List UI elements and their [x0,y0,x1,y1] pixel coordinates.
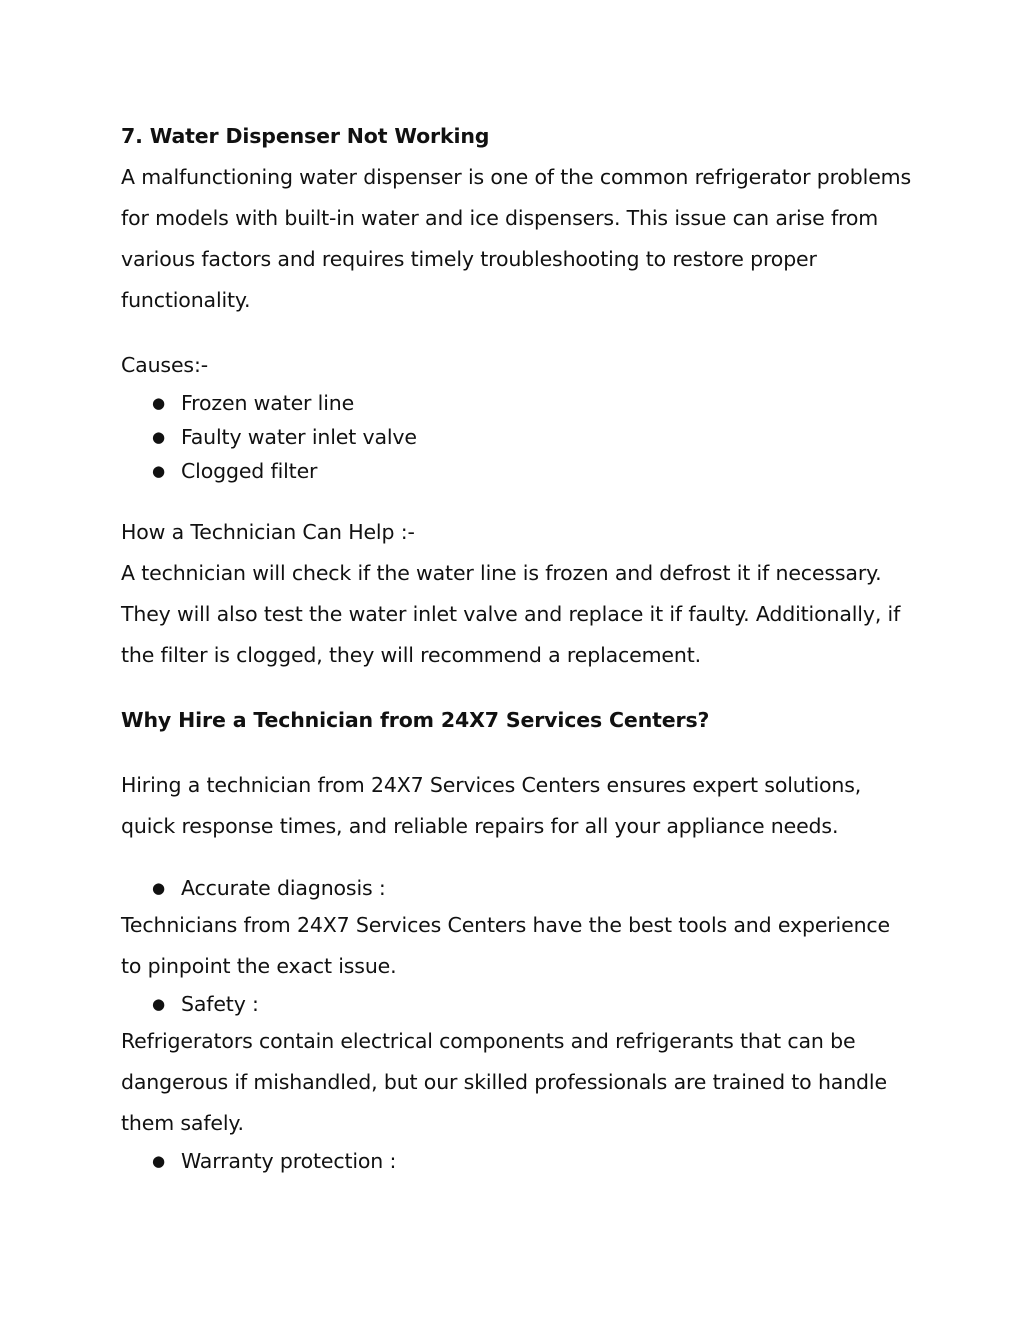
section-intro-paragraph: A malfunctioning water dispenser is one of the common refrigerator problems for models with built-in water and ice dispensers. This issue can arise from various factors and requires timely troubleshooting to restore proper functionality. [121,165,912,312]
benefit-description: Technicians from 24X7 Services Centers have the best tools and experience to pinpoint the exact issue. [121,913,890,978]
list-item: ● Clogged filter [121,454,911,488]
bullet-icon: ● [152,428,165,446]
section-heading-water-dispenser: 7. Water Dispenser Not Working [121,124,490,148]
why-hire-heading: Why Hire a Technician from 24X7 Services Centers? [121,708,710,732]
bullet-icon: ● [152,1152,165,1170]
benefit-list-1 [121,871,911,905]
benefit-list-3 [121,1144,911,1178]
help-label: How a Technician Can Help :- [121,520,415,544]
why-hire-intro-paragraph: Hiring a technician from 24X7 Services Centers ensures expert solutions, quick response times, and reliable repairs for all your appliance needs. [121,773,862,838]
bullet-icon: ● [152,394,165,412]
benefit-list-2 [121,987,911,1021]
causes-label: Causes:- [121,353,208,377]
document-body [121,117,911,1178]
bullet-icon: ● [152,879,165,897]
list-item: ● Safety : [121,987,911,1021]
causes-list [121,386,911,488]
list-item: ● Accurate diagnosis : [121,871,911,905]
help-paragraph: A technician will check if the water line is frozen and defrost it if necessary. They will also test the water inlet valve and replace it if faulty. Additionally, if the filter is clogged, they will recommend a replacement. [121,561,901,667]
list-item: ● Faulty water inlet valve [121,420,911,454]
benefit-description: Refrigerators contain electrical components and refrigerants that can be dangerous if mishandled, but our skilled professionals are trained to handle them safely. [121,1029,887,1135]
bullet-icon: ● [152,462,165,480]
bullet-icon: ● [152,995,165,1013]
list-item: ● Frozen water line [121,386,911,420]
list-item: ● Warranty protection : [121,1144,911,1178]
